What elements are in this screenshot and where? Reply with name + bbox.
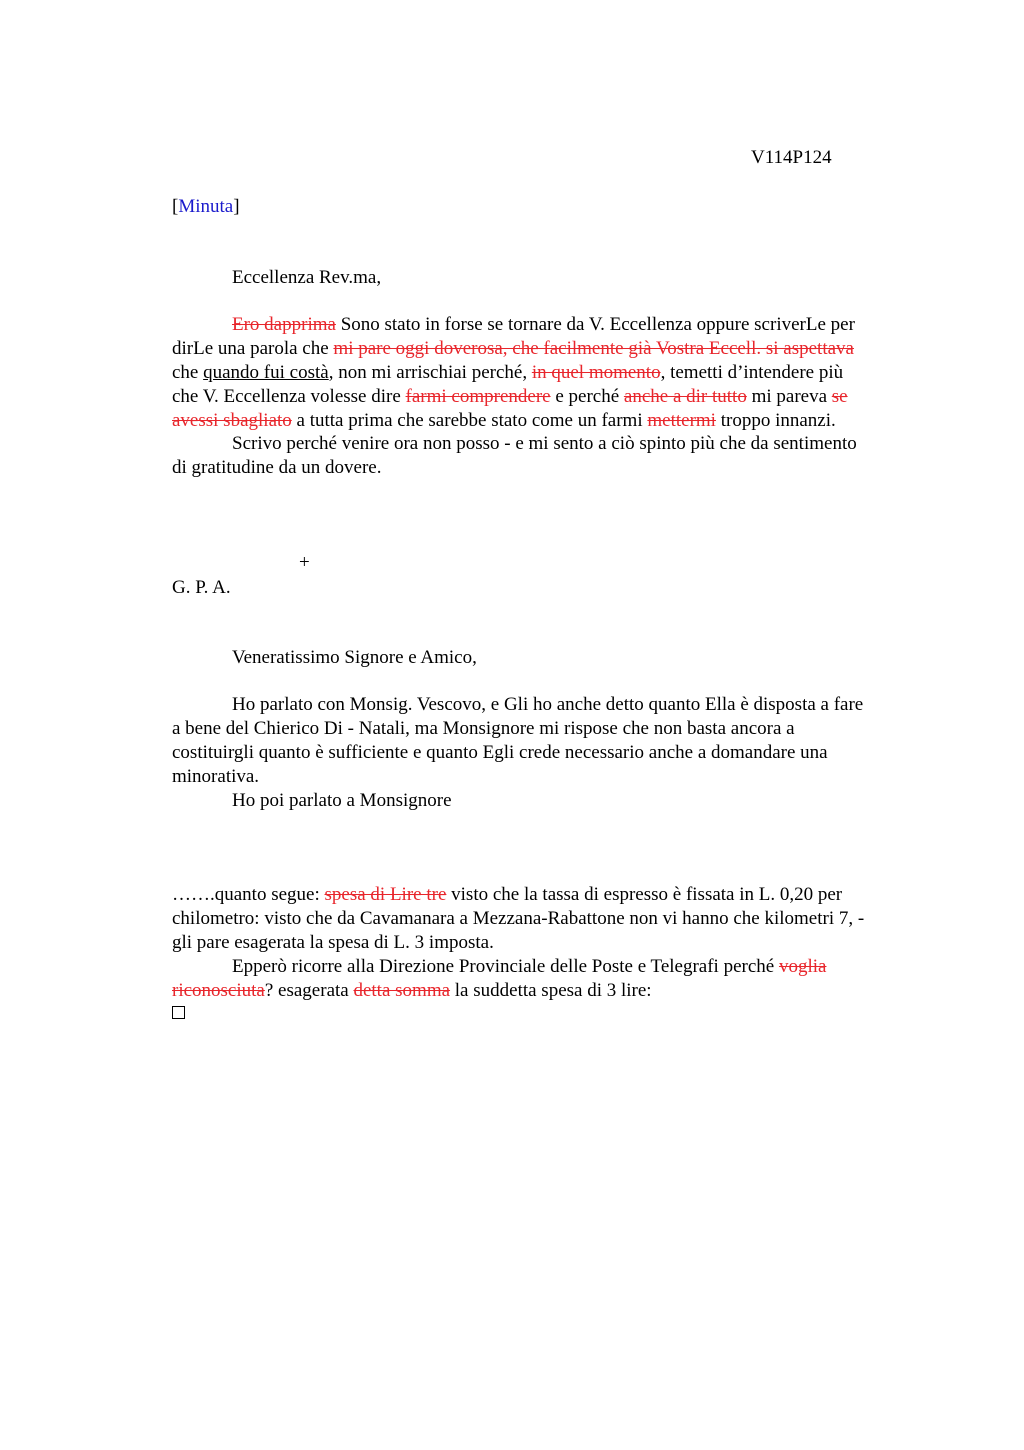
bracket-close: ] <box>233 196 240 217</box>
letter1-p1-line2 <box>172 337 854 361</box>
fragment-line3: gli pare esagerata la spesa di L. 3 imposta. <box>172 932 494 953</box>
letter2-p1-line1: Ho parlato con Monsig. Vescovo, e Gli ho anche detto quanto Ella è disposta a fare <box>232 694 864 715</box>
deleted-text: anche a dir tutto <box>623 386 747 407</box>
letter1-p2-line2: di gratitudine da un dovere. <box>172 457 382 478</box>
fragment-line5 <box>172 979 652 1003</box>
deleted-text: riconosciuta <box>172 980 265 1001</box>
letter1-p1-line5 <box>172 409 836 433</box>
body-text: visto che la tassa di espresso è fissata in L. 0,20 per <box>446 884 843 905</box>
underlined-text: quando fui costà <box>203 362 329 383</box>
body-text: a tutta prima che sarebbe stato come un farmi <box>291 410 648 431</box>
body-text: ? esagerata <box>264 980 354 1001</box>
deleted-text: avessi sbagliato <box>172 410 292 431</box>
document-id: V114P124 <box>751 147 832 168</box>
deleted-text: in quel momento <box>531 362 661 383</box>
deleted-text: Ero dapprima <box>232 314 336 335</box>
minuta-label <box>172 195 240 219</box>
body-text: mi pareva <box>746 386 832 407</box>
body-text: che V. Eccellenza volesse dire <box>172 386 406 407</box>
deleted-text: detta somma <box>353 980 451 1001</box>
deleted-text: mettermi <box>647 410 716 431</box>
body-text: la suddetta spesa di 3 lire: <box>450 980 652 1001</box>
letter2-p1-line4: minorativa. <box>172 766 260 787</box>
letter1-p1-line1 <box>232 313 855 337</box>
letter1-p1-line3 <box>172 361 843 385</box>
body-text: che <box>172 362 204 383</box>
body-text: , non mi arrischiai perché, <box>328 362 532 383</box>
letter1-p2-line1: Scrivo perché venire ora non posso - e mi sento a ciò spinto più che da sentimento <box>232 433 857 454</box>
letter2-salutation: Veneratissimo Signore e Amico, <box>232 647 477 668</box>
deleted-text: voglia <box>778 956 827 977</box>
fragment-line2: chilometro: visto che da Cavamanara a Mezzana-Rabattone non vi hanno che kilometri 7, - <box>172 908 865 929</box>
letter1-salutation: Eccellenza Rev.ma, <box>232 267 382 288</box>
fragment-line1 <box>172 883 842 907</box>
body-text: troppo innanzi. <box>715 410 836 431</box>
fragment-line4 <box>232 955 826 979</box>
empty-box-symbol <box>172 1006 185 1019</box>
body-text: Epperò ricorre alla Direzione Provinciale delle Poste e Telegrafi perché <box>232 956 779 977</box>
letter2-p2: Ho poi parlato a Monsignore <box>232 790 452 811</box>
body-text: dirLe una parola che <box>172 338 334 359</box>
body-text: e perché <box>550 386 624 407</box>
letter2-p1-line3: costituirgli quanto è sufficiente e quanto Egli crede necessario anche a domandare una <box>172 742 828 763</box>
cross-mark: + <box>299 552 310 573</box>
deleted-text: farmi comprendere <box>405 386 551 407</box>
deleted-text: spesa di Lire tre <box>324 884 447 905</box>
letterhead-initials: G. P. A. <box>172 577 231 598</box>
bracket-open: [ <box>172 196 179 217</box>
deleted-text: se <box>831 386 848 407</box>
body-text: Sono stato in forse se tornare da V. Eccellenza oppure scriverLe per <box>335 314 855 335</box>
body-text: , temetti d’intendere più <box>660 362 844 383</box>
deleted-text: mi pare oggi doverosa, che facilmente già Vostra Eccell. si aspettava <box>333 338 854 359</box>
letter2-p1-line2: a bene del Chierico Di - Natali, ma Monsignore mi rispose che non basta ancora a <box>172 718 795 739</box>
minuta-link: Minuta <box>178 196 234 217</box>
body-text: …….quanto segue: <box>172 884 325 905</box>
letter1-p1-line4 <box>172 385 848 409</box>
